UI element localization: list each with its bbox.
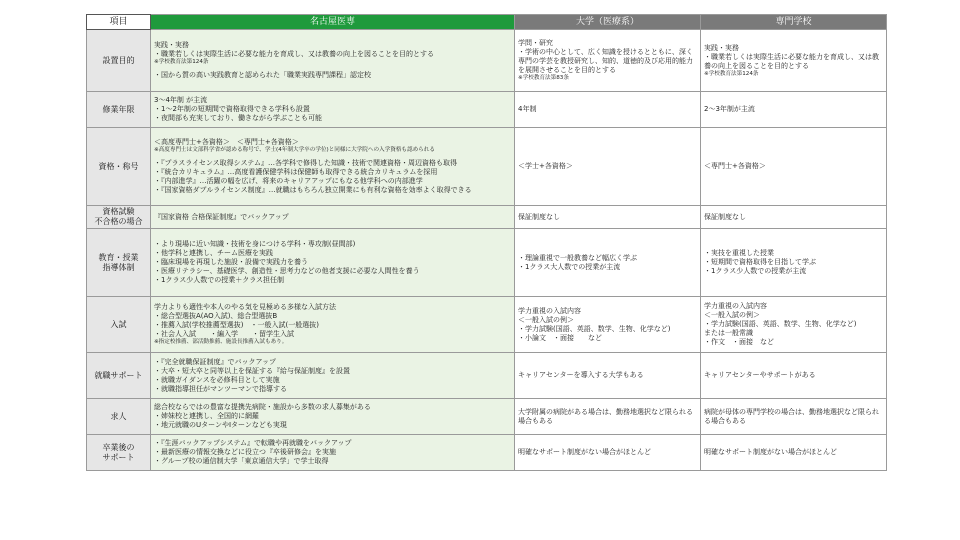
- cell-senmon: [701, 128, 887, 206]
- cell-line: 大学附属の病院がある場合は、勤務地選択など限られる場合もある: [518, 407, 693, 425]
- cell-university: [515, 128, 701, 206]
- cell-line: ・より現場に近い知識・技術を身につける学科・専攻制(昼間部): [154, 240, 356, 248]
- cell-item: [87, 30, 151, 92]
- cell-line: ・職業若しくは実際生活に必要な能力を育成し、又は教養の向上を図ることを目的とする: [154, 50, 434, 58]
- cell-line: 保証制度なし: [704, 212, 746, 221]
- cell-nagoya: [151, 297, 515, 353]
- cell-line: 学力重視の入試内容: [704, 302, 767, 310]
- header-university: 大学（医療系）: [515, 15, 701, 30]
- cell-line: 卒業後の: [102, 442, 135, 452]
- cell-line: 保証制度なし: [518, 212, 560, 221]
- cell-line: ・理論重視で一般教養など幅広く学ぶ: [518, 253, 637, 262]
- cell-line: ・『国家資格ダブルライセンス制度』…就職はもちろん独立開業にも有利な資格を効率よく取得できる: [154, 186, 472, 194]
- table-row: [87, 128, 887, 206]
- cell-line: ＜一般入試の例＞: [518, 315, 574, 324]
- cell-item: [87, 128, 151, 206]
- cell-line: ・1～2年制の短期間で資格取得できる学科も設置: [154, 105, 310, 113]
- cell-line: ・他学科と連携し、チーム医療を実践: [154, 249, 273, 257]
- cell-line: ・姉妹校と連携し、全国的に網羅: [154, 412, 259, 420]
- cell-line: ・学力試験(国語、英語、数学、生物、化学など): [704, 320, 857, 328]
- table-row: [87, 399, 887, 435]
- cell-line: ・作文 ・面接 など: [704, 338, 774, 346]
- cell-line: ・実技を重視した授業: [704, 249, 774, 257]
- cell-item: [87, 206, 151, 229]
- header-row: [87, 15, 887, 30]
- cell-line: ・推薦入試(学校推薦型選抜) ・一般入試(一般選抜): [154, 321, 319, 329]
- cell-item: [87, 229, 151, 297]
- cell-line: ・小論文 ・面接 など: [518, 333, 602, 342]
- cell-nagoya: [151, 30, 515, 92]
- cell-line: 設置目的: [102, 55, 135, 65]
- cell-line: ・総合型選抜A(AO入試)、総合型選抜B: [154, 312, 278, 320]
- cell-line: ・就職指導担任がマンツーマンで指導する: [154, 384, 287, 393]
- cell-line: ・職業若しくは実際生活に必要な能力を育成し、又は教養の向上を図ることを目的とする: [704, 52, 879, 70]
- table-row: [87, 297, 887, 353]
- cell-line: 入試: [110, 319, 127, 329]
- cell-line: 3～4年制 が主流: [154, 96, 208, 104]
- cell-item: [87, 297, 151, 353]
- cell-senmon: [701, 92, 887, 128]
- cell-line: 総合校ならではの豊富な提携先病院・施設から多数の求人募集がある: [154, 403, 371, 411]
- cell-item: [87, 353, 151, 399]
- cell-university: [515, 206, 701, 229]
- cell-line: ※学校教育法第124条: [154, 59, 209, 65]
- cell-nagoya: [151, 92, 515, 128]
- cell-senmon: [701, 297, 887, 353]
- cell-university: [515, 229, 701, 297]
- cell-line: ※高度専門士は文部科学省が認める称号で、学士(4年制大学卒の学位)と同様に大学院への入学資格も認められる: [154, 147, 435, 153]
- cell-line: 修業年限: [102, 104, 135, 114]
- cell-university: [515, 92, 701, 128]
- cell-line: ・大卒・短大卒と同等以上を保証する『給与保証制度』を設置: [154, 366, 350, 375]
- cell-line: キャリアセンターやサポートがある: [704, 371, 816, 379]
- cell-line: 学力重視の入試内容: [518, 306, 581, 315]
- cell-line: 就職サポート: [94, 370, 143, 380]
- cell-line: ・短期間で資格取得を目指して学ぶ: [704, 258, 816, 266]
- cell-senmon: [701, 229, 887, 297]
- cell-line: 学力よりも適性や本人のやる気を見極める多様な入試方法: [154, 303, 336, 311]
- header-nagoya: 名古屋医専: [151, 15, 515, 30]
- cell-line: ・『生涯バックアップシステム』で転職や再就職をバックアップ: [154, 439, 352, 447]
- cell-university: [515, 30, 701, 92]
- cell-item: [87, 399, 151, 435]
- comparison-table: [86, 14, 887, 471]
- table-row: [87, 206, 887, 229]
- cell-line: ・『完全就職保証制度』でバックアップ: [154, 357, 277, 366]
- cell-nagoya: [151, 229, 515, 297]
- cell-line: 求人: [110, 411, 127, 421]
- cell-line: 教育・授業: [98, 252, 139, 262]
- cell-senmon: [701, 435, 887, 471]
- cell-item: [87, 435, 151, 471]
- cell-nagoya: [151, 206, 515, 229]
- table-row: [87, 30, 887, 92]
- cell-university: [515, 435, 701, 471]
- cell-line: 実践・実務: [704, 43, 739, 52]
- cell-line: ＜専門士+各資格＞: [704, 162, 766, 170]
- cell-line: ※学校教育法第124条: [704, 70, 759, 77]
- cell-line: ・夜間部も充実しており、働きながら学ぶことも可能: [154, 114, 322, 122]
- cell-line: 指導体制: [102, 262, 135, 272]
- cell-line: キャリアセンターを導入する大学もある: [518, 371, 644, 379]
- cell-line: 不合格の場合: [94, 217, 143, 226]
- table-row: [87, 353, 887, 399]
- cell-line: ＜学士+各資格＞: [518, 162, 573, 170]
- cell-line: ※学校教育法第83条: [518, 75, 569, 81]
- cell-line: ・『プラスライセンス取得システム』…各学科で修得した知識・技術で関連資格・周辺資格も取得: [154, 159, 457, 167]
- cell-line: 資格試験: [102, 207, 135, 216]
- cell-line: ・就職ガイダンスを必修科目として実施: [154, 375, 280, 384]
- cell-nagoya: [151, 399, 515, 435]
- cell-line: ・『統合カリキュラム』…高度看護保健学科は保健師も取得できる統合カリキュラムを採用: [154, 168, 438, 176]
- cell-line: ・1クラス少人数での授業＋クラス担任制: [154, 276, 285, 284]
- cell-line: ・社会人入試 ・編入学 ・留学生入試: [154, 330, 294, 338]
- cell-line: サポート: [102, 452, 135, 462]
- cell-line: ・学術の中心として、広く知識を授けるとともに、深く専門の学芸を教授研究し、知的、道徳的及び応用的能力を展開させることを目的とする: [518, 48, 693, 74]
- cell-line: ・グループ校の通信制大学「東京通信大学」で学士取得: [154, 457, 329, 465]
- cell-line: ・国から質の高い実践教育と認められた「職業実践専門課程」認定校: [154, 71, 371, 79]
- cell-nagoya: [151, 128, 515, 206]
- cell-line: 『国家資格 合格保証制度』でバックアップ: [154, 212, 289, 221]
- cell-university: [515, 353, 701, 399]
- comparison-table-wrapper: [86, 14, 886, 471]
- cell-nagoya: [151, 435, 515, 471]
- cell-line: ・地元就職のUターンやIターンなども実現: [154, 421, 287, 429]
- header-item: 項目: [87, 15, 151, 30]
- cell-line: 2～3年制が主流: [704, 105, 755, 113]
- cell-line: 実践・実務: [154, 41, 189, 49]
- cell-line: ・最新医療の情報交換などに役立つ『卒後研修会』を実施: [154, 448, 336, 456]
- table-row: [87, 92, 887, 128]
- cell-senmon: [701, 399, 887, 435]
- cell-senmon: [701, 206, 887, 229]
- header-senmon: 専門学校: [701, 15, 887, 30]
- cell-line: 学問・研究: [518, 39, 553, 47]
- cell-line: ・『内部進学』…活躍の幅を広げ、将来のキャリアアップにもなる他学科への内部進学: [154, 177, 423, 185]
- cell-line: ・学力試験(国語、英語、数学、生物、化学など): [518, 324, 671, 333]
- cell-line: 資格・称号: [98, 161, 139, 171]
- cell-senmon: [701, 30, 887, 92]
- cell-line: ＜一般入試の例＞: [704, 311, 760, 319]
- table-row: [87, 229, 887, 297]
- cell-line: 明確なサポート制度がない場合がほとんど: [704, 448, 837, 456]
- cell-line: 病院が母体の専門学校の場合は、勤務地選択など限られる場合もある: [704, 407, 879, 425]
- table-row: [87, 435, 887, 471]
- cell-university: [515, 297, 701, 353]
- cell-line: または一般常識: [704, 329, 753, 337]
- cell-senmon: [701, 353, 887, 399]
- cell-line: ・臨床現場を再現した施設・設備で実践力を養う: [154, 258, 308, 266]
- cell-line: ・1クラス少人数での授業が主流: [704, 267, 807, 275]
- cell-line: ※指定校推薦、部活動推薦、施設長推薦入試もあり。: [154, 339, 288, 345]
- cell-item: [87, 92, 151, 128]
- cell-nagoya: [151, 353, 515, 399]
- cell-line: 明確なサポート制度がない場合がほとんど: [518, 448, 651, 456]
- cell-line: ＜高度専門士+各資格＞ ＜専門士+各資格＞: [154, 138, 299, 146]
- cell-line: ・1クラス大人数での授業が主流: [518, 262, 621, 271]
- cell-line: ・医療リテラシー、基礎医学、創造性・思考力などの他者支援に必要な人間性を養う: [154, 267, 420, 275]
- cell-line: 4年制: [518, 105, 537, 113]
- cell-university: [515, 399, 701, 435]
